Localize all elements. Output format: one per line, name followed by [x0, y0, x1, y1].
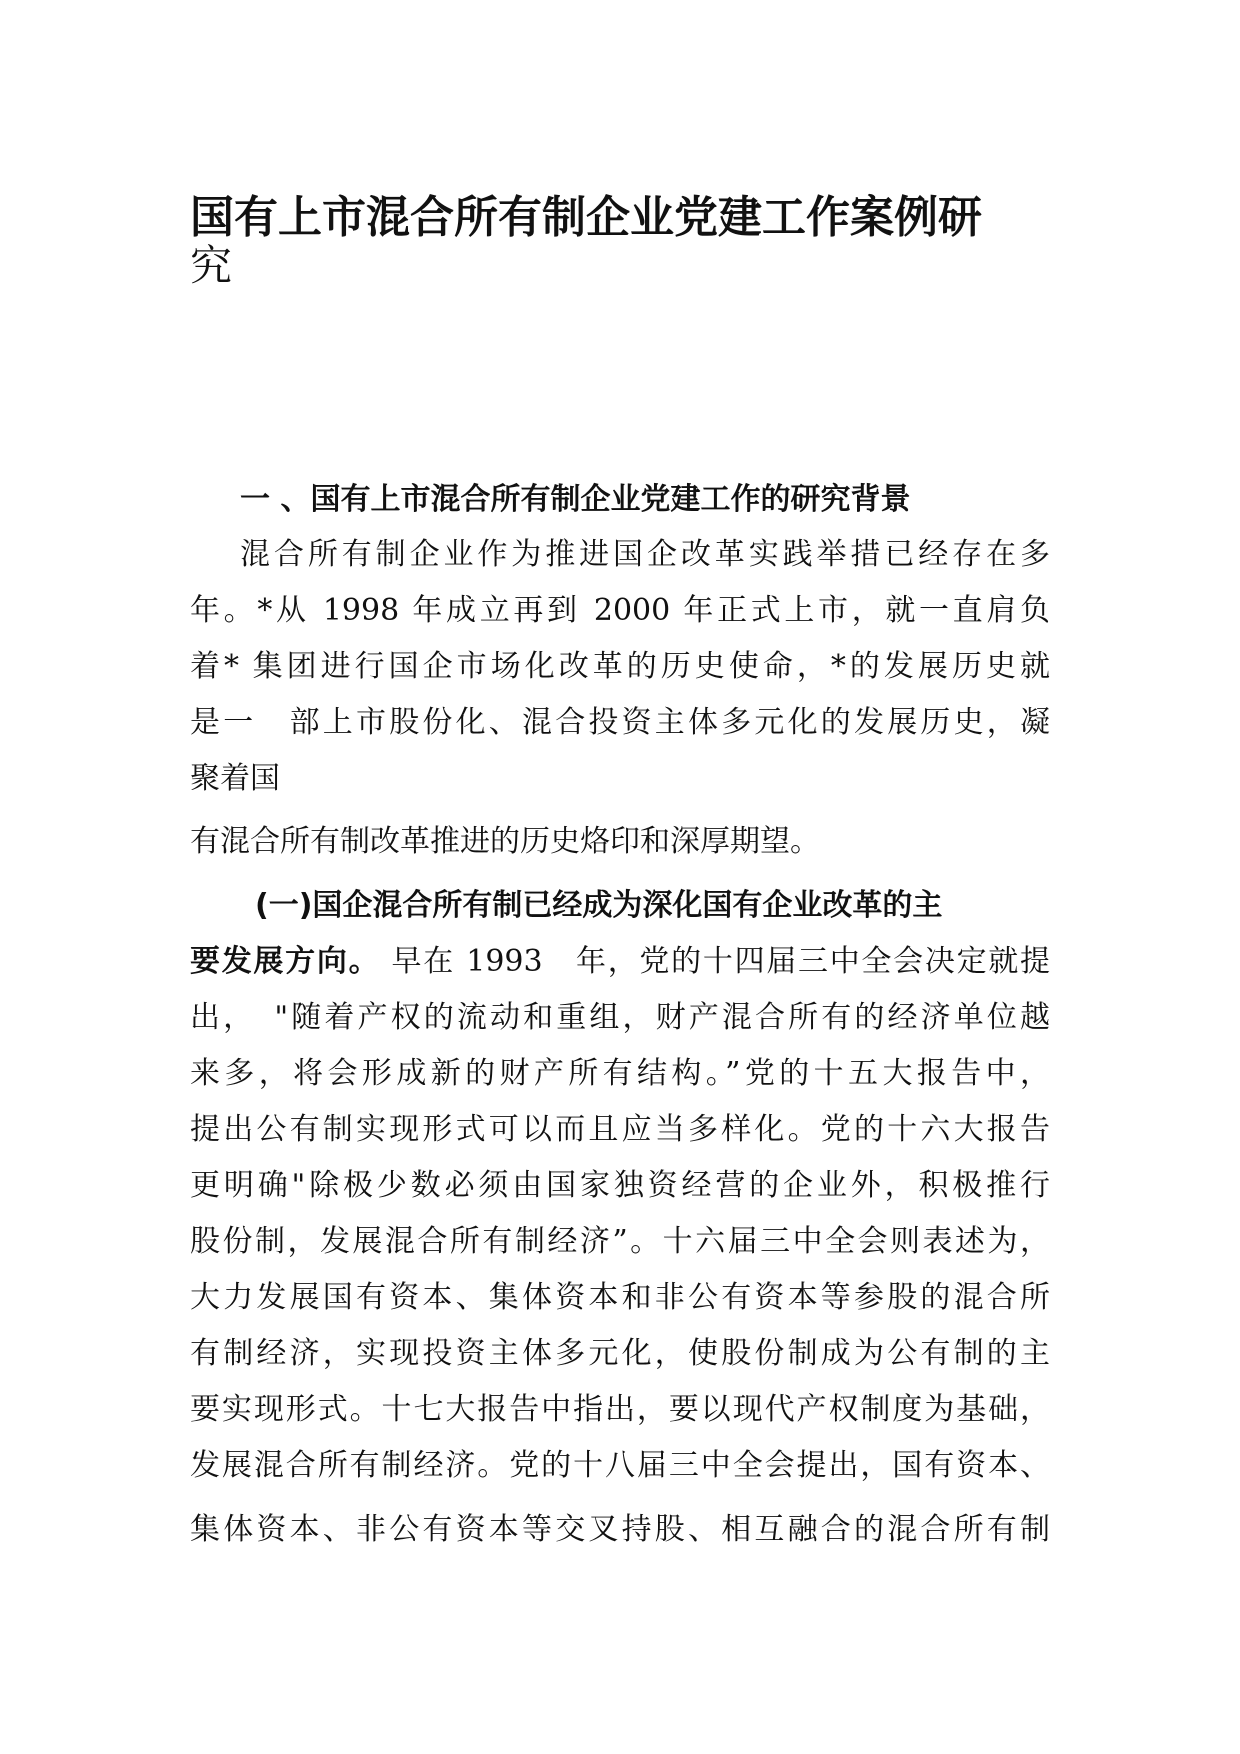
paragraph-line: 要实现形式。十七大报告中指出，要以现代产权制度为基础， — [190, 1392, 1050, 1427]
paragraph-line: 更明确"除极少数必须由国家独资经营的企业外，积极推行 — [190, 1168, 1050, 1203]
paragraph-line: 来多，将会形成新的财产所有结构。”党的十五大报告中， — [190, 1056, 1050, 1091]
paragraph-text: 早在 1993 年，党的十四届三中全会决定就提 — [380, 944, 1051, 979]
paragraph-line: 是一 部上市股份化、混合投资主体多元化的发展历史，凝 — [190, 705, 1050, 740]
paragraph-line: 着* 集团进行国企市场化改革的历史使命，*的发展历史就 — [190, 649, 1050, 684]
paragraph-line: 提出公有制实现形式可以而且应当多样化。党的十六大报告 — [190, 1112, 1050, 1147]
paragraph-line: 聚着国 — [190, 761, 280, 796]
paragraph-line: 集体资本、非公有资本等交叉持股、相互融合的混合所有制 — [190, 1512, 1050, 1547]
subsection-heading-end: 要发展方向。 — [190, 944, 381, 979]
document-title-continuation: 究 — [190, 241, 233, 290]
paragraph-line — [190, 940, 1050, 984]
paragraph-line: 年。*从 1998 年成立再到 2000 年正式上市，就一直肩负 — [190, 593, 1050, 628]
paragraph-line: 混合所有制企业作为推进国企改革实践举措已经存在多 — [240, 537, 1050, 572]
paragraph-line: 股份制，发展混合所有制经济”。十六届三中全会则表述为， — [190, 1224, 1050, 1259]
paragraph-line: 大力发展国有资本、集体资本和非公有资本等参股的混合所 — [190, 1280, 1050, 1315]
section-heading-1: 一 、国有上市混合所有制企业党建工作的研究背景 — [240, 482, 911, 517]
paragraph-line: 有混合所有制改革推进的历史烙印和深厚期望。 — [190, 824, 820, 859]
document-title: 国有上市混合所有制企业党建工作案例研 — [190, 192, 982, 243]
subsection-heading: (一)国企混合所有制已经成为深化国有企业改革的主 — [255, 888, 943, 923]
paragraph-line: 出， "随着产权的流动和重组，财产混合所有的经济单位越 — [190, 1000, 1050, 1035]
paragraph-line: 有制经济，实现投资主体多元化，使股份制成为公有制的主 — [190, 1336, 1050, 1371]
paragraph-line: 发展混合所有制经济。党的十八届三中全会提出，国有资本、 — [190, 1448, 1050, 1483]
